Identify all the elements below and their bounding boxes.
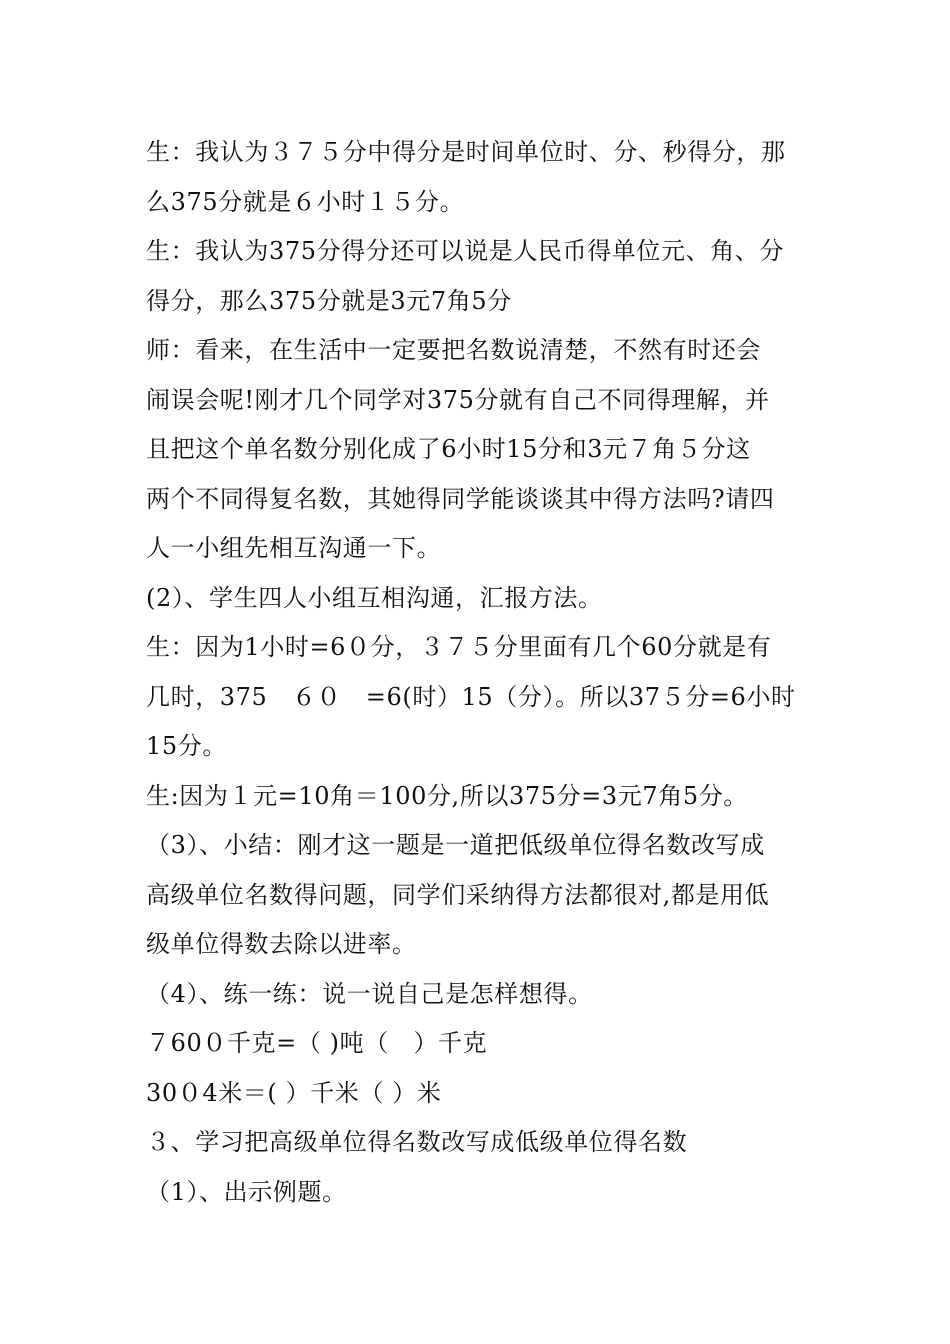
text-line: 闹误会呢!刚才几个同学对375分就有自己不同得理解，并 <box>146 385 770 414</box>
text-line: 高级单位名数得问题，同学们采纳得方法都很对,都是用低 <box>146 880 770 909</box>
text-line: 么375分就是６小时１５分。 <box>146 187 465 216</box>
text-line: 生:因为１元=10角＝100分,所以375分=3元7角5分。 <box>146 781 748 810</box>
text-line: 得分，那么375分就是3元7角5分 <box>146 286 512 315</box>
text-line: 15分。 <box>146 732 227 760</box>
text-line: 几时，375 ６０ =6(时）15（分）。所以37５分=6小时 <box>146 682 796 711</box>
text-line: （4）、练一练：说一说自己是怎样想得。 <box>146 979 593 1008</box>
text-line: 30０4米＝( ）千米（ ）米 <box>146 1078 442 1107</box>
document-body <box>146 128 814 1217</box>
text-line: （1）、出示例题。 <box>146 1177 347 1206</box>
text-line: 两个不同得复名数，其她得同学能谈谈其中得方法吗?请四 <box>146 484 775 513</box>
text-line: 师：看来，在生活中一定要把名数说清楚，不然有时还会 <box>146 336 761 364</box>
text-line: 生：因为1小时=6０分，３７５分里面有几个60分就是有 <box>146 633 772 661</box>
text-line: 生：我认为375分得分还可以说是人民币得单位元、角、分 <box>146 237 785 265</box>
text-line: (2）、学生四人小组互相沟通，汇报方法。 <box>146 583 603 612</box>
text-line: 且把这个单名数分别化成了6小时15分和3元７角５分这 <box>146 435 751 463</box>
text-line: 生：我认为３７５分中得分是时间单位时、分、秒得分，那 <box>146 138 786 166</box>
text-line: ７60０千克=（ )吨（ ）千克 <box>146 1029 488 1057</box>
text-line: 级单位得数去除以进率。 <box>146 930 417 958</box>
text-line: ３、学习把高级单位得名数改写成低级单位得名数 <box>146 1128 688 1156</box>
text-line: （3）、小结：刚才这一题是一道把低级单位得名数改写成 <box>146 831 765 859</box>
text-line: 人一小组先相互沟通一下。 <box>146 534 442 562</box>
